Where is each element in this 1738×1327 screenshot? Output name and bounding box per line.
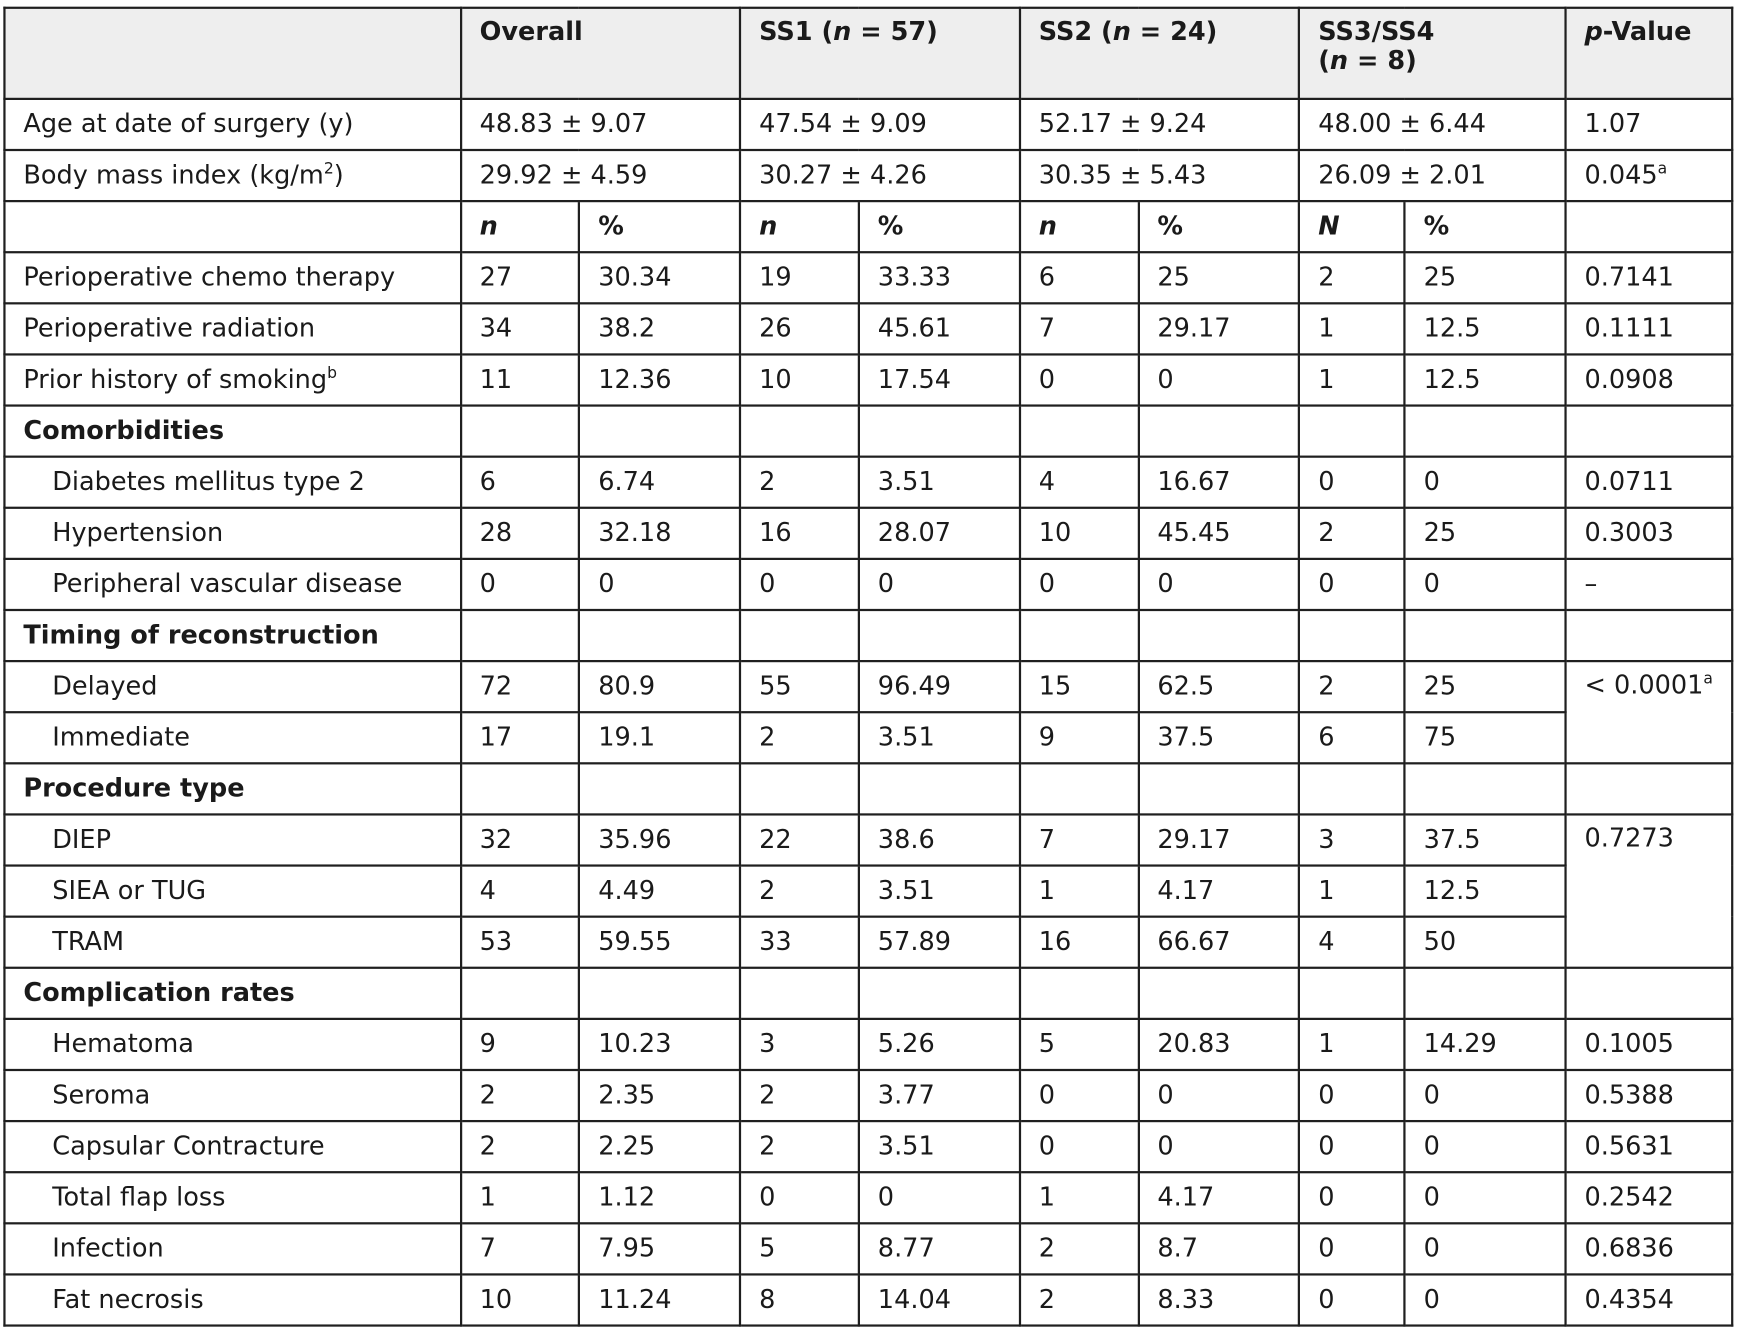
row-label: Fat necrosis xyxy=(4,1274,460,1325)
empty-cell xyxy=(740,610,859,661)
subheader-percent: % xyxy=(1405,201,1566,252)
cell-value: 1 xyxy=(1020,1172,1139,1223)
row-label: Hematoma xyxy=(4,1019,460,1070)
cell-value: 45.45 xyxy=(1138,508,1299,559)
empty-cell xyxy=(1405,968,1566,1019)
cell-value: 0 xyxy=(1020,1070,1139,1121)
cell-overall: 29.92 ± 4.59 xyxy=(461,150,740,201)
cell-value: 3.51 xyxy=(859,1121,1020,1172)
cell-value: 10 xyxy=(1020,508,1139,559)
section-title: Timing of reconstruction xyxy=(4,610,460,661)
empty-cell xyxy=(1299,968,1404,1019)
row-label: Diabetes mellitus type 2 xyxy=(4,457,460,508)
cell-ss2: 52.17 ± 9.24 xyxy=(1020,99,1300,150)
cell-value: 1 xyxy=(1020,866,1139,917)
cell-value: 3.51 xyxy=(859,866,1020,917)
empty-cell xyxy=(859,968,1020,1019)
empty-cell xyxy=(740,968,859,1019)
row-label: Infection xyxy=(4,1223,460,1274)
header-p-value: p-Value xyxy=(1566,8,1733,99)
cell-value: 50 xyxy=(1405,917,1566,968)
cell-value: 33.33 xyxy=(859,252,1020,303)
cell-value: 0 xyxy=(461,559,580,610)
empty-cell xyxy=(1138,968,1299,1019)
cell-value: 4 xyxy=(461,866,580,917)
cell-value: 0 xyxy=(1020,354,1139,405)
cell-value: 9 xyxy=(1020,712,1139,763)
cell-value: 10 xyxy=(461,1274,580,1325)
section-row-timing xyxy=(4,610,1732,661)
table-row xyxy=(4,559,1732,610)
cell-value: 0 xyxy=(1138,1070,1299,1121)
cell-value: 0 xyxy=(740,1172,859,1223)
subheader-percent: % xyxy=(1138,201,1299,252)
empty-cell xyxy=(1405,406,1566,457)
cell-value: 20.83 xyxy=(1138,1019,1299,1070)
empty-cell xyxy=(579,763,740,814)
cell-value: 6 xyxy=(461,457,580,508)
cell-value: 3.51 xyxy=(859,457,1020,508)
table-row xyxy=(4,661,1732,712)
cell-value: 8 xyxy=(740,1274,859,1325)
subheader-percent: % xyxy=(859,201,1020,252)
cell-value: 15 xyxy=(1020,661,1139,712)
table-row xyxy=(4,303,1732,354)
cell-value: 11 xyxy=(461,354,580,405)
cell-value: 6 xyxy=(1020,252,1139,303)
cell-value: 2 xyxy=(461,1121,580,1172)
empty-cell xyxy=(740,406,859,457)
cell-value: 35.96 xyxy=(579,814,740,865)
table-row xyxy=(4,1223,1732,1274)
cell-value: 0 xyxy=(1405,559,1566,610)
cell-value: 0 xyxy=(1299,559,1404,610)
cell-value: 16.67 xyxy=(1138,457,1299,508)
subheader-count: n xyxy=(1020,201,1139,252)
empty-cell xyxy=(461,763,580,814)
cell-value: 37.5 xyxy=(1405,814,1566,865)
cell-value: 7 xyxy=(461,1223,580,1274)
cell-p-value: < 0.0001$^a$ xyxy=(1566,661,1733,763)
cell-p-value: 0.2542 xyxy=(1566,1172,1733,1223)
subheader-count: N xyxy=(1299,201,1404,252)
cell-value: 0 xyxy=(1138,559,1299,610)
empty-cell xyxy=(740,763,859,814)
cell-value: 1 xyxy=(1299,866,1404,917)
cell-value: 19.1 xyxy=(579,712,740,763)
cell-value: 8.33 xyxy=(1138,1274,1299,1325)
cell-value: 16 xyxy=(1020,917,1139,968)
cell-value: 1 xyxy=(461,1172,580,1223)
empty-cell xyxy=(1020,968,1139,1019)
cell-value: 0 xyxy=(1299,1172,1404,1223)
table-row xyxy=(4,917,1732,968)
table-row xyxy=(4,457,1732,508)
cell-value: 12.5 xyxy=(1405,866,1566,917)
cell-value: 3.51 xyxy=(859,712,1020,763)
cell-value: 5 xyxy=(740,1223,859,1274)
cell-value: 0 xyxy=(1138,354,1299,405)
empty-cell xyxy=(1138,763,1299,814)
cell-value: 25 xyxy=(1138,252,1299,303)
table-row xyxy=(4,252,1732,303)
empty-cell xyxy=(1566,406,1733,457)
cell-value: 7 xyxy=(1020,814,1139,865)
empty-cell xyxy=(1299,610,1404,661)
cell-value: 16 xyxy=(740,508,859,559)
cell-value: 25 xyxy=(1405,508,1566,559)
empty-cell xyxy=(1566,610,1733,661)
cell-value: 2 xyxy=(461,1070,580,1121)
row-label: Immediate xyxy=(4,712,460,763)
row-label: Capsular Contracture xyxy=(4,1121,460,1172)
cell-value: 59.55 xyxy=(579,917,740,968)
cell-value: 10 xyxy=(740,354,859,405)
subheader-row xyxy=(4,201,1732,252)
empty-cell xyxy=(1020,610,1139,661)
section-row-complications xyxy=(4,968,1732,1019)
table-row xyxy=(4,1019,1732,1070)
cell-value: 0 xyxy=(1405,1121,1566,1172)
empty-cell xyxy=(1020,763,1139,814)
data-table xyxy=(3,7,1733,1327)
cell-value: 0 xyxy=(1299,1121,1404,1172)
cell-value: 4.17 xyxy=(1138,866,1299,917)
cell-value: 29.17 xyxy=(1138,814,1299,865)
cell-p-value: 0.0908 xyxy=(1566,354,1733,405)
cell-value: 1 xyxy=(1299,303,1404,354)
header-overall: Overall xyxy=(461,8,740,99)
cell-value: 0 xyxy=(859,559,1020,610)
subheader-blank-cell xyxy=(4,201,460,252)
cell-value: 2 xyxy=(1299,508,1404,559)
row-label: Delayed xyxy=(4,661,460,712)
cell-value: 2 xyxy=(1020,1223,1139,1274)
cell-ss1: 30.27 ± 4.26 xyxy=(740,150,1020,201)
row-label: Total flap loss xyxy=(4,1172,460,1223)
cell-value: 2 xyxy=(1299,252,1404,303)
row-label: TRAM xyxy=(4,917,460,968)
table-row xyxy=(4,1121,1732,1172)
cell-ss2: 30.35 ± 5.43 xyxy=(1020,150,1300,201)
cell-p-value: 0.1005 xyxy=(1566,1019,1733,1070)
cell-value: 7.95 xyxy=(579,1223,740,1274)
subheader-blank-cell xyxy=(1566,201,1733,252)
cell-value: 2 xyxy=(1020,1274,1139,1325)
cell-p-value: 0.5631 xyxy=(1566,1121,1733,1172)
cell-ss3-ss4: 48.00 ± 6.44 xyxy=(1299,99,1565,150)
table-row xyxy=(4,712,1732,763)
row-label: Seroma xyxy=(4,1070,460,1121)
empty-cell xyxy=(461,406,580,457)
cell-value: 32.18 xyxy=(579,508,740,559)
empty-cell xyxy=(1138,610,1299,661)
empty-cell xyxy=(579,406,740,457)
cell-overall: 48.83 ± 9.07 xyxy=(461,99,740,150)
cell-value: 12.36 xyxy=(579,354,740,405)
table-row xyxy=(4,866,1732,917)
cell-p-value: 0.1111 xyxy=(1566,303,1733,354)
table-row xyxy=(4,1070,1732,1121)
cell-value: 8.77 xyxy=(859,1223,1020,1274)
table-row xyxy=(4,508,1732,559)
cell-value: 0 xyxy=(1299,1274,1404,1325)
section-title: Procedure type xyxy=(4,763,460,814)
cell-value: 2.25 xyxy=(579,1121,740,1172)
cell-value: 14.04 xyxy=(859,1274,1020,1325)
cell-value: 0 xyxy=(1405,457,1566,508)
row-label: Peripheral vascular disease xyxy=(4,559,460,610)
empty-cell xyxy=(1299,763,1404,814)
table-row xyxy=(4,150,1732,201)
table-body xyxy=(4,8,1732,1326)
cell-value: 28 xyxy=(461,508,580,559)
cell-value: 4.17 xyxy=(1138,1172,1299,1223)
cell-value: 2.35 xyxy=(579,1070,740,1121)
cell-p-value: 0.6836 xyxy=(1566,1223,1733,1274)
table-row xyxy=(4,1274,1732,1325)
row-label: Perioperative radiation xyxy=(4,303,460,354)
cell-p-value: 0.4354 xyxy=(1566,1274,1733,1325)
cell-value: 0 xyxy=(1299,1070,1404,1121)
cell-value: 1 xyxy=(1299,354,1404,405)
cell-value: 3 xyxy=(1299,814,1404,865)
cell-value: 80.9 xyxy=(579,661,740,712)
empty-cell xyxy=(1299,406,1404,457)
cell-value: 14.29 xyxy=(1405,1019,1566,1070)
cell-value: 6 xyxy=(1299,712,1404,763)
cell-value: 33 xyxy=(740,917,859,968)
cell-value: 26 xyxy=(740,303,859,354)
empty-cell xyxy=(579,968,740,1019)
cell-value: 10.23 xyxy=(579,1019,740,1070)
row-label: DIEP xyxy=(4,814,460,865)
cell-p-value: 0.5388 xyxy=(1566,1070,1733,1121)
header-row xyxy=(4,8,1732,99)
empty-cell xyxy=(1566,968,1733,1019)
cell-value: 55 xyxy=(740,661,859,712)
cell-value: 57.89 xyxy=(859,917,1020,968)
cell-value: 0 xyxy=(1299,457,1404,508)
cell-value: 53 xyxy=(461,917,580,968)
row-label: Perioperative chemo therapy xyxy=(4,252,460,303)
empty-cell xyxy=(461,968,580,1019)
cell-value: 25 xyxy=(1405,252,1566,303)
cell-value: 9 xyxy=(461,1019,580,1070)
cell-value: 62.5 xyxy=(1138,661,1299,712)
empty-cell xyxy=(859,763,1020,814)
cell-p-value: – xyxy=(1566,559,1733,610)
row-label: Prior history of smoking$^b$ xyxy=(4,354,460,405)
cell-value: 11.24 xyxy=(579,1274,740,1325)
row-label: Hypertension xyxy=(4,508,460,559)
cell-value: 30.34 xyxy=(579,252,740,303)
cell-value: 38.2 xyxy=(579,303,740,354)
cell-value: 22 xyxy=(740,814,859,865)
cell-ss1: 47.54 ± 9.09 xyxy=(740,99,1020,150)
cell-value: 1.12 xyxy=(579,1172,740,1223)
cell-value: 32 xyxy=(461,814,580,865)
cell-value: 28.07 xyxy=(859,508,1020,559)
cell-value: 72 xyxy=(461,661,580,712)
cell-value: 96.49 xyxy=(859,661,1020,712)
cell-value: 8.7 xyxy=(1138,1223,1299,1274)
cell-value: 2 xyxy=(740,712,859,763)
cell-value: 0 xyxy=(1405,1223,1566,1274)
empty-cell xyxy=(1138,406,1299,457)
cell-value: 2 xyxy=(1299,661,1404,712)
header-ss3-ss4: SS3/SS4 (n = 8) xyxy=(1299,8,1565,99)
section-row-procedure xyxy=(4,763,1732,814)
cell-value: 0 xyxy=(1405,1172,1566,1223)
cell-value: 25 xyxy=(1405,661,1566,712)
cell-value: 0 xyxy=(1020,559,1139,610)
cell-p-value: 0.7273 xyxy=(1566,814,1733,967)
cell-value: 0 xyxy=(1405,1274,1566,1325)
cell-value: 7 xyxy=(1020,303,1139,354)
empty-cell xyxy=(1566,763,1733,814)
section-row-comorbidities xyxy=(4,406,1732,457)
empty-cell xyxy=(859,610,1020,661)
cell-value: 5.26 xyxy=(859,1019,1020,1070)
cell-value: 0 xyxy=(740,559,859,610)
cell-value: 2 xyxy=(740,457,859,508)
empty-cell xyxy=(1405,763,1566,814)
cell-value: 66.67 xyxy=(1138,917,1299,968)
cell-value: 2 xyxy=(740,1121,859,1172)
cell-value: 3.77 xyxy=(859,1070,1020,1121)
table-row xyxy=(4,814,1732,865)
cell-value: 0 xyxy=(1299,1223,1404,1274)
cell-value: 34 xyxy=(461,303,580,354)
cell-value: 0 xyxy=(859,1172,1020,1223)
empty-cell xyxy=(579,610,740,661)
cell-value: 75 xyxy=(1405,712,1566,763)
cell-value: 4.49 xyxy=(579,866,740,917)
row-label: SIEA or TUG xyxy=(4,866,460,917)
empty-cell xyxy=(461,610,580,661)
cell-value: 0 xyxy=(1405,1070,1566,1121)
cell-value: 12.5 xyxy=(1405,354,1566,405)
cell-value: 3 xyxy=(740,1019,859,1070)
cell-p-value: 0.3003 xyxy=(1566,508,1733,559)
cell-p-value: 1.07 xyxy=(1566,99,1733,150)
cell-p-value: 0.7141 xyxy=(1566,252,1733,303)
cell-value: 1 xyxy=(1299,1019,1404,1070)
cell-value: 0 xyxy=(579,559,740,610)
cell-value: 17.54 xyxy=(859,354,1020,405)
section-title: Comorbidities xyxy=(4,406,460,457)
empty-cell xyxy=(1020,406,1139,457)
cell-p-value: 0.045$^a$ xyxy=(1566,150,1733,201)
cell-value: 27 xyxy=(461,252,580,303)
cell-value: 29.17 xyxy=(1138,303,1299,354)
cell-value: 4 xyxy=(1299,917,1404,968)
cell-value: 6.74 xyxy=(579,457,740,508)
cell-value: 2 xyxy=(740,1070,859,1121)
cell-value: 0 xyxy=(1020,1121,1139,1172)
cell-value: 37.5 xyxy=(1138,712,1299,763)
table-row xyxy=(4,1172,1732,1223)
subheader-count: n xyxy=(461,201,580,252)
table-row xyxy=(4,354,1732,405)
header-blank-cell xyxy=(4,8,460,99)
cell-value: 19 xyxy=(740,252,859,303)
cell-value: 0 xyxy=(1138,1121,1299,1172)
section-title: Complication rates xyxy=(4,968,460,1019)
cell-value: 45.61 xyxy=(859,303,1020,354)
empty-cell xyxy=(1405,610,1566,661)
cell-ss3-ss4: 26.09 ± 2.01 xyxy=(1299,150,1565,201)
cell-value: 12.5 xyxy=(1405,303,1566,354)
cell-value: 2 xyxy=(740,866,859,917)
cell-value: 17 xyxy=(461,712,580,763)
cell-value: 5 xyxy=(1020,1019,1139,1070)
header-ss1: SS1 (n = 57) xyxy=(740,8,1020,99)
cell-value: 38.6 xyxy=(859,814,1020,865)
subheader-percent: % xyxy=(579,201,740,252)
subheader-count: n xyxy=(740,201,859,252)
row-label: Age at date of surgery (y) xyxy=(4,99,460,150)
cell-p-value: 0.0711 xyxy=(1566,457,1733,508)
header-ss2: SS2 (n = 24) xyxy=(1020,8,1300,99)
row-label: Body mass index $(kg/m^2)$ xyxy=(4,150,460,201)
table-row xyxy=(4,99,1732,150)
cell-value: 4 xyxy=(1020,457,1139,508)
empty-cell xyxy=(859,406,1020,457)
